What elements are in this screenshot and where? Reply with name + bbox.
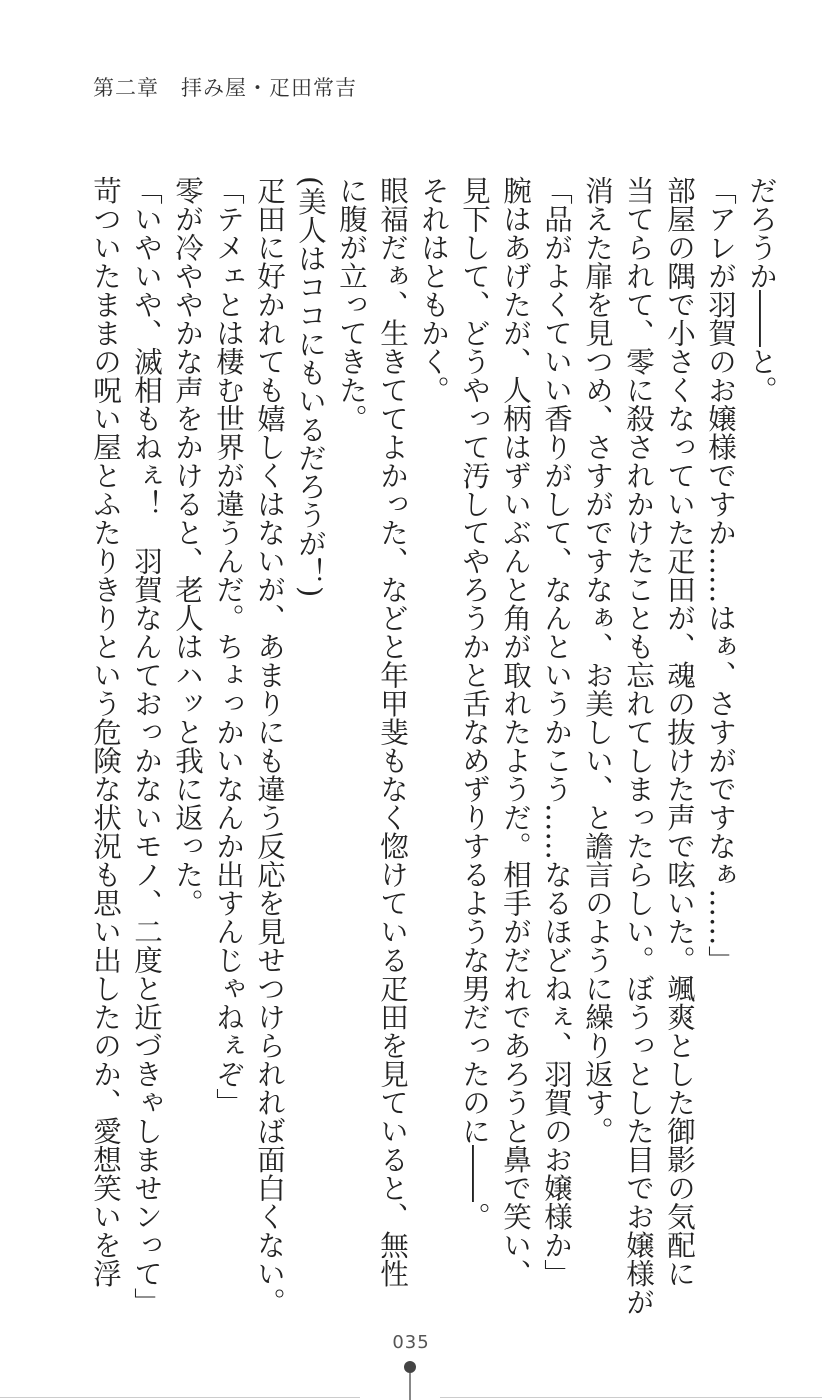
text-line-9: それはともかく。 [417, 176, 450, 404]
folio-stem-ornament [409, 1373, 411, 1400]
text-line-16: 「いやいや、滅相もねぇ！ 羽賀なんておっかないモノ、二度と近づきゃしませンって」 [130, 176, 163, 1316]
text-line-7: 腕はあげたが、人柄はずいぶんと角が取れたようだ。相手がだれであろうと鼻で笑い、 [499, 176, 532, 1288]
text-line-2: 「アレが羽賀のお嬢様ですか……はぁ、さすがですなぁ……」 [704, 176, 737, 974]
text-line-8: 見下して、どうやって汚してやろうかと舌なめずりするような男だったのに――。 [458, 176, 491, 1231]
text-line-5: 消えた扉を見つめ、さすがですなぁ、お美しい、と譫言のように繰り返す。 [581, 176, 614, 1145]
vertical-body-text [85, 176, 782, 1316]
text-line-3: 部屋の隅で小さくなっていた疋田が、魂の抜けた声で呟いた。颯爽とした御影の気配に [663, 176, 696, 1288]
text-line-17: 苛ついたままの呪い屋とふたりきりという危険な状況も思い出したのか、愛想笑いを浮 [89, 176, 122, 1288]
text-line-13: 疋田に好かれても嬉しくはないが、あまりにも違う反応を見せつけられれば面白くない。 [253, 176, 286, 1316]
text-line-10: 眼福だぁ、生きててよかった、などと年甲斐もなく惚けている疋田を見ていると、無性 [376, 176, 409, 1288]
text-line-4: 当てられて、零に殺されかけたことも忘れてしまったらしい。ぼうっとした目でお嬢様が [622, 176, 655, 1316]
text-line-14: 「テメェとは棲む世界が違うんだ。ちょっかいなんか出すんじゃねぇぞ」 [212, 176, 245, 1117]
text-line-12: (美人はココにもいるだろうが！) [294, 176, 327, 598]
text-line-11: に腹が立ってきた。 [335, 176, 368, 433]
bottom-rule-left [0, 1397, 360, 1398]
text-line-1: だろうか――と。 [745, 176, 778, 404]
folio-dot-ornament [404, 1361, 416, 1373]
running-head: 第二章 拝み屋・疋田常吉 [93, 76, 357, 100]
page-number: 035 [392, 1332, 430, 1353]
bottom-rule-right [440, 1397, 822, 1398]
text-line-15: 零が冷ややかな声をかけると、老人はハッと我に返った。 [171, 176, 204, 917]
text-line-6: 「品がよくていい香りがして、なんというかこう……なるほどねぇ、羽賀のお嬢様か」 [540, 176, 573, 1288]
